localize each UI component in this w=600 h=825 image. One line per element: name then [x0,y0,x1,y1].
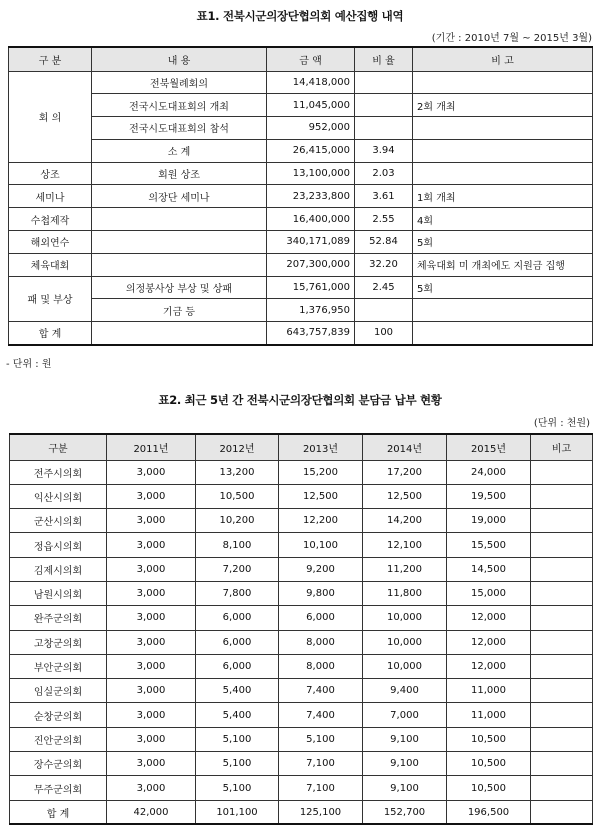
value-cell [531,557,593,581]
note-cell: 5회 [413,231,593,254]
value-cell [531,460,593,484]
content-cell: 소 계 [92,139,267,162]
total-value: 125,100 [279,800,363,824]
amount-cell: 16,400,000 [267,208,355,231]
value-cell: 10,000 [363,654,447,678]
total-label: 합 계 [10,800,107,824]
column-header: 비 율 [355,47,413,71]
value-cell: 3,000 [107,654,196,678]
note-cell: 5회 [413,276,593,299]
table-row [10,727,593,751]
value-cell: 13,200 [196,460,279,484]
value-cell: 15,000 [447,581,531,605]
value-cell: 5,100 [279,727,363,751]
value-cell: 10,500 [447,752,531,776]
table-row [9,162,593,185]
table-row [9,231,593,254]
column-header: 2013년 [279,434,363,460]
value-cell: 5,100 [196,752,279,776]
column-header: 비 고 [413,47,593,71]
note-cell [413,117,593,140]
table1-title: 표1. 전북시군의장단협의회 예산집행 내역 [196,9,404,23]
value-cell: 3,000 [107,509,196,533]
value-cell: 3,000 [107,630,196,654]
value-cell [531,727,593,751]
council-name: 익산시의회 [10,484,107,508]
value-cell: 6,000 [196,630,279,654]
value-cell [531,630,593,654]
value-cell: 12,000 [447,606,531,630]
amount-cell: 26,415,000 [267,139,355,162]
table1-period: (기간 : 2010년 7월 ~ 2015년 3월) [431,33,592,44]
category-cell: 해외연수 [9,231,92,254]
ratio-cell [355,117,413,140]
amount-cell: 11,045,000 [267,94,355,117]
ratio-cell: 2.55 [355,208,413,231]
value-cell [531,703,593,727]
ratio-cell: 52.84 [355,231,413,254]
amount-cell: 952,000 [267,117,355,140]
total-row [10,800,593,824]
value-cell: 9,400 [363,679,447,703]
budget-table [8,46,593,346]
value-cell: 3,000 [107,533,196,557]
value-cell: 6,000 [196,606,279,630]
council-name: 정읍시의회 [10,533,107,557]
note-cell [413,162,593,185]
value-cell: 10,200 [196,509,279,533]
content-cell: 의장단 세미나 [92,185,267,208]
value-cell: 7,000 [363,703,447,727]
value-cell: 9,100 [363,727,447,751]
value-cell: 10,500 [447,727,531,751]
value-cell: 24,000 [447,460,531,484]
total-row [9,322,593,345]
content-cell: 전북월례회의 [92,71,267,94]
content-cell: 전국시도대표회의 참석 [92,117,267,140]
total-value: 152,700 [363,800,447,824]
value-cell: 19,500 [447,484,531,508]
value-cell: 3,000 [107,703,196,727]
column-header: 비고 [531,434,593,460]
value-cell: 5,100 [196,727,279,751]
content-cell: 회원 상조 [92,162,267,185]
value-cell: 11,200 [363,557,447,581]
value-cell: 17,200 [363,460,447,484]
table-row [10,581,593,605]
table-row [9,253,593,276]
value-cell: 12,500 [279,484,363,508]
table-row [10,654,593,678]
category-cell: 상조 [9,162,92,185]
table-row [9,185,593,208]
value-cell: 7,400 [279,703,363,727]
ratio-cell [355,299,413,322]
value-cell: 7,800 [196,581,279,605]
value-cell [531,509,593,533]
council-name: 임실군의회 [10,679,107,703]
category-cell: 패 및 부상 [9,276,92,322]
value-cell: 10,500 [447,776,531,800]
value-cell: 5,400 [196,679,279,703]
column-header: 구 분 [9,47,92,71]
value-cell: 12,000 [447,654,531,678]
amount-cell: 14,418,000 [267,71,355,94]
value-cell: 7,400 [279,679,363,703]
value-cell: 8,100 [196,533,279,557]
amount-cell: 13,100,000 [267,162,355,185]
value-cell: 12,000 [447,630,531,654]
table-row [9,208,593,231]
content-cell [92,231,267,254]
content-cell: 의정봉사상 부상 및 상패 [92,276,267,299]
column-header: 내 용 [92,47,267,71]
council-name: 무주군의회 [10,776,107,800]
value-cell: 3,000 [107,581,196,605]
value-cell: 11,000 [447,703,531,727]
value-cell: 7,200 [196,557,279,581]
value-cell: 3,000 [107,727,196,751]
column-header: 2012년 [196,434,279,460]
total-label: 합 계 [9,322,92,345]
value-cell: 12,500 [363,484,447,508]
table-row [10,630,593,654]
value-cell: 3,000 [107,679,196,703]
note-cell [413,299,593,322]
column-header: 2011년 [107,434,196,460]
total-value [531,800,593,824]
amount-cell: 15,761,000 [267,276,355,299]
value-cell [531,654,593,678]
ratio-cell [355,94,413,117]
total-value: 101,100 [196,800,279,824]
amount-cell: 340,171,089 [267,231,355,254]
ratio-cell: 2.45 [355,276,413,299]
amount-cell: 1,376,950 [267,299,355,322]
column-header: 구분 [10,434,107,460]
category-cell: 수첩제작 [9,208,92,231]
value-cell: 10,500 [196,484,279,508]
table-row [10,703,593,727]
value-cell: 9,100 [363,776,447,800]
value-cell: 12,100 [363,533,447,557]
table-row [10,606,593,630]
table-row [9,276,593,299]
value-cell: 14,200 [363,509,447,533]
value-cell: 3,000 [107,484,196,508]
table-row [9,71,593,94]
value-cell [531,581,593,605]
value-cell: 5,400 [196,703,279,727]
value-cell: 14,500 [447,557,531,581]
value-cell [531,776,593,800]
table-row [9,299,593,322]
value-cell: 9,800 [279,581,363,605]
value-cell: 12,200 [279,509,363,533]
amount-cell: 23,233,800 [267,185,355,208]
value-cell: 11,800 [363,581,447,605]
value-cell: 6,000 [279,606,363,630]
ratio-cell [355,71,413,94]
value-cell: 11,000 [447,679,531,703]
value-cell: 3,000 [107,752,196,776]
note-cell [413,322,593,345]
value-cell [531,679,593,703]
table-row [10,557,593,581]
value-cell: 10,000 [363,606,447,630]
table1-unit: - 단위 : 원 [6,359,52,370]
value-cell: 10,000 [363,630,447,654]
category-cell: 체육대회 [9,253,92,276]
column-header: 2014년 [363,434,447,460]
table2-unit: (단위 : 천원) [533,418,590,429]
ratio-cell: 3.61 [355,185,413,208]
total-amount: 643,757,839 [267,322,355,345]
council-name: 전주시의회 [10,460,107,484]
table1-header-row [9,47,593,71]
total-value: 196,500 [447,800,531,824]
value-cell: 19,000 [447,509,531,533]
value-cell: 8,000 [279,630,363,654]
table-row [10,533,593,557]
table-row [10,460,593,484]
value-cell: 5,100 [196,776,279,800]
ratio-cell: 2.03 [355,162,413,185]
council-name: 순창군의회 [10,703,107,727]
council-name: 김제시의회 [10,557,107,581]
column-header: 금 액 [267,47,355,71]
table-row [10,776,593,800]
value-cell: 3,000 [107,460,196,484]
table-row [10,509,593,533]
table-row [10,752,593,776]
council-name: 장수군의회 [10,752,107,776]
total-ratio: 100 [355,322,413,345]
note-cell: 2회 개최 [413,94,593,117]
value-cell: 9,200 [279,557,363,581]
value-cell: 3,000 [107,606,196,630]
value-cell [531,533,593,557]
table-row [10,679,593,703]
note-cell: 4회 [413,208,593,231]
contribution-table [9,433,593,825]
value-cell [531,606,593,630]
council-name: 진안군의회 [10,727,107,751]
note-cell: 1회 개최 [413,185,593,208]
category-cell: 세미나 [9,185,92,208]
category-cell: 회 의 [9,71,92,162]
value-cell: 7,100 [279,776,363,800]
council-name: 완주군의회 [10,606,107,630]
ratio-cell: 32.20 [355,253,413,276]
value-cell: 3,000 [107,776,196,800]
content-cell [92,208,267,231]
column-header: 2015년 [447,434,531,460]
note-cell [413,71,593,94]
value-cell: 6,000 [196,654,279,678]
value-cell: 8,000 [279,654,363,678]
value-cell: 3,000 [107,557,196,581]
table-row [9,139,593,162]
note-cell: 체육대회 미 개최에도 지원금 집행 [413,253,593,276]
content-cell: 전국시도대표회의 개최 [92,94,267,117]
value-cell: 10,100 [279,533,363,557]
table2-title: 표2. 최근 5년 간 전북시군의장단협의회 분담금 납부 현황 [158,393,442,407]
content-cell [92,253,267,276]
council-name: 고창군의회 [10,630,107,654]
value-cell: 7,100 [279,752,363,776]
council-name: 군산시의회 [10,509,107,533]
council-name: 남원시의회 [10,581,107,605]
value-cell [531,484,593,508]
amount-cell: 207,300,000 [267,253,355,276]
table-row [10,484,593,508]
council-name: 부안군의회 [10,654,107,678]
content-cell: 기금 등 [92,299,267,322]
content-cell [92,322,267,345]
total-value: 42,000 [107,800,196,824]
table-row [9,94,593,117]
table2-header-row [10,434,593,460]
table-row [9,117,593,140]
value-cell: 15,200 [279,460,363,484]
ratio-cell: 3.94 [355,139,413,162]
value-cell [531,752,593,776]
value-cell: 15,500 [447,533,531,557]
note-cell [413,139,593,162]
value-cell: 9,100 [363,752,447,776]
